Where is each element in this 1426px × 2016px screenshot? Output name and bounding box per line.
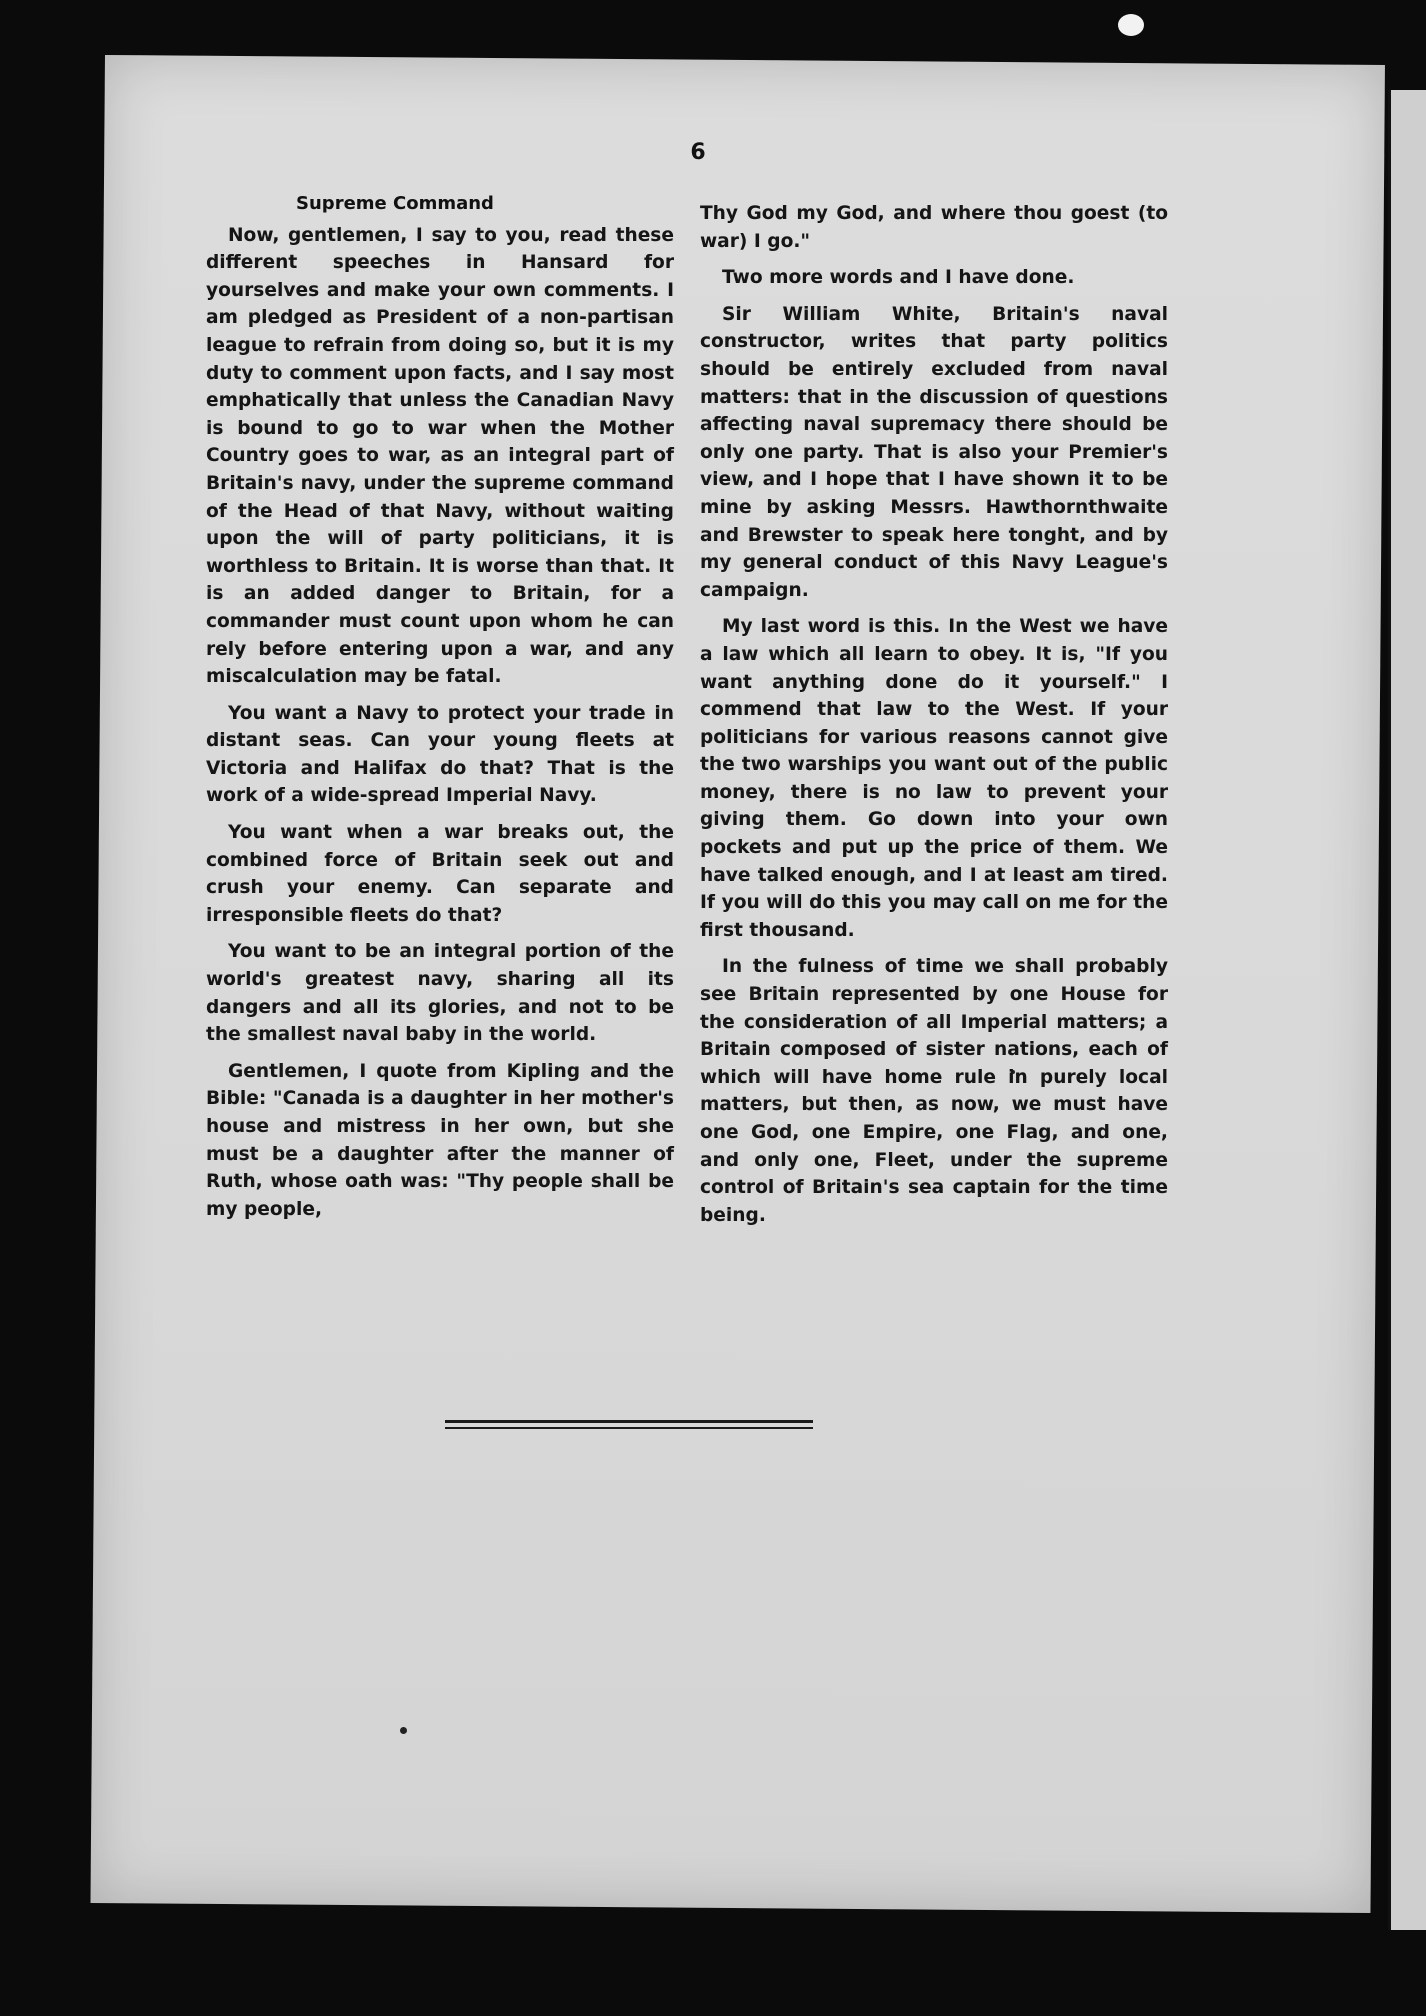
paragraph: Thy God my God, and where thou goest (to war) I go." [700,203,1168,252]
paragraph: You want a Navy to protect your trade in distant seas. Can your young fleets at Victoria and Halifax do that? That is the work of a wide-spread Imperial Navy. [206,702,674,807]
paragraph: Gentlemen, I quote from Kipling and the Bible: "Canada is a daughter in her mother's house and mistress in her own, but she must be a daughter after the manner of Ruth, whose oath was: "Thy people shall be my people, [206,1060,674,1220]
right-column [700,200,1168,1238]
rule-line [445,1427,813,1429]
paragraph: Now, gentlemen, I say to you, read these different speeches in Hansard for yourselves and make your own comments. I am pledged as President of a non-partisan league to refrain from doing so, but it is my duty to comment upon facts, and I say most emphatically that unless the Canadian Navy is bound to go to war when the Mother Country goes to war, as an integral part of Britain's navy, under the supreme command of the Head of that Navy, without waiting upon the will of party politicians, it is worthless to Britain. It is worse than that. It is an added danger to Britain, for a commander must count upon whom he can rely before entering upon a war, and any miscalculation may be fatal. [206,224,674,688]
paragraph: You want when a war breaks out, the combined force of Britain seek out and crush your enemy. Can separate and irresponsible fleets do that? [206,822,674,926]
section-heading: Supreme Command [296,193,494,214]
paragraph: Two more words and I have done. [722,267,1075,289]
adjacent-page-edge [1388,90,1426,1930]
page-number: 6 [690,140,706,165]
paragraph: Sir William White, Britain's naval constructor, writes that party politics should be entirely excluded from naval matters: that in the discussion of questions affecting naval supremacy there should be only one party. That is also your Premier's view, and I hope that I have shown it to be mine by asking Messrs. Hawthornthwaite and Brewster to speak here tonght, and by my general conduct of this Navy League's campaign. [700,303,1168,601]
paragraph: In the fulness of time we shall probably see Britain represented by one House for the consideration of all Imperial matters; a Britain composed of sister nations, each of which will have home rule in purely local matters, but then, as now, we must have one God, one Empire, one Flag, and one, and only one, Fleet, under the supreme control of Britain's sea captain for the time being. [700,956,1168,1226]
rule-line [445,1420,813,1423]
scan-blot [1118,14,1144,36]
paragraph: You want to be an integral portion of the world's greatest navy, sharing all its dangers and all its glories, and not to be the smallest naval baby in the world. [206,941,674,1046]
left-column [206,190,674,1232]
scan-speck [400,1727,407,1734]
paragraph: My last word is this. In the West we have a law which all learn to obey. It is, "If you want anything done do it yourself." I commend that law to the West. If your politicians for various reasons cannot give the two warships you want out of the public money, there is no law to prevent your giving them. Go down into your own pockets and put up the price of them. We have talked enough, and I at least am tired. If you will do this you may call on me for the first thousand. [700,616,1168,941]
closing-double-rule [445,1420,813,1433]
